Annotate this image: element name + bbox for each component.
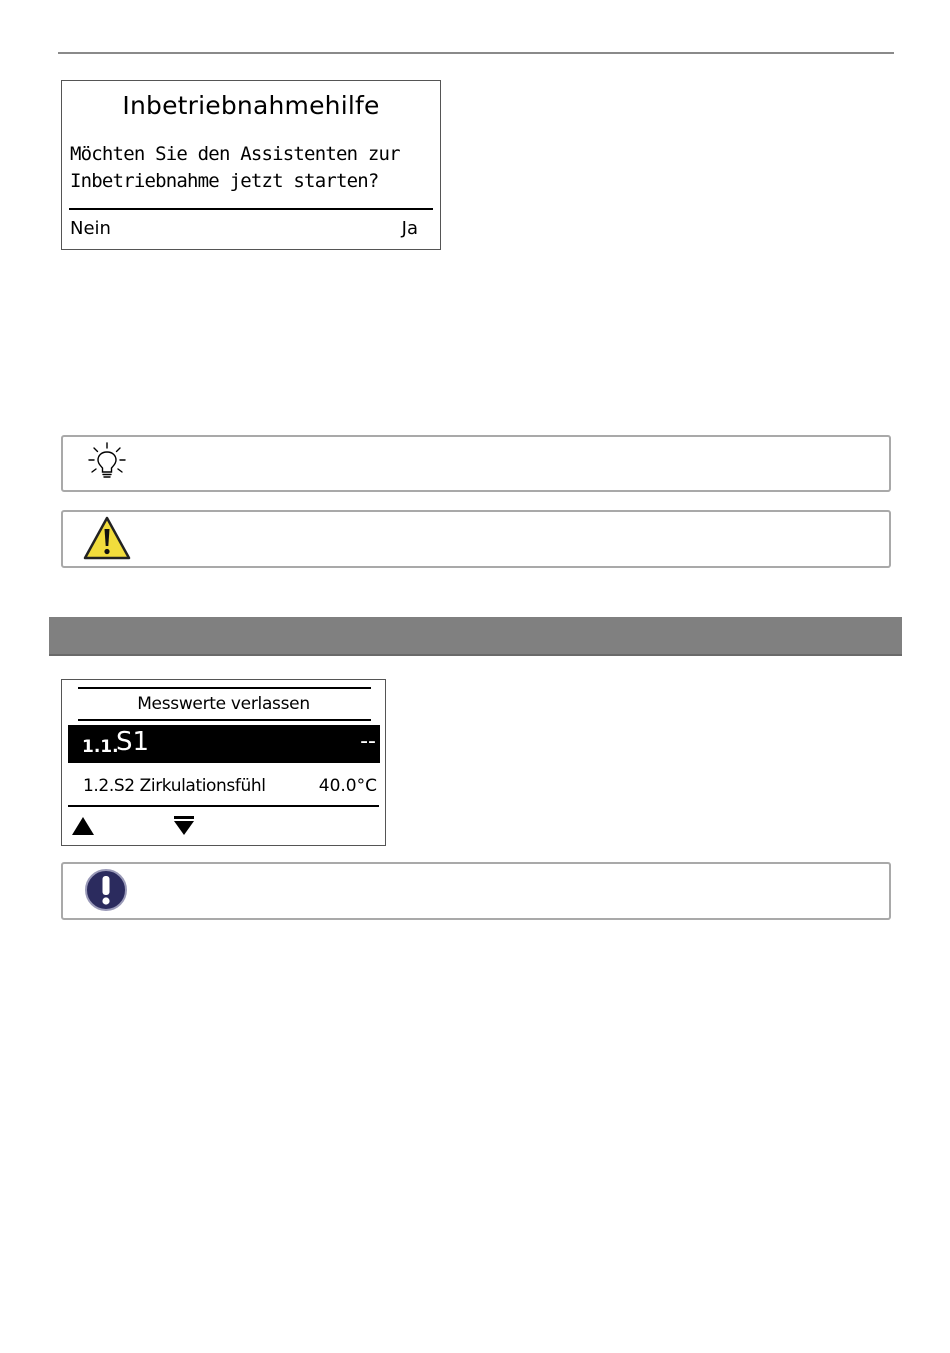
row-number: 1.1. <box>82 737 119 757</box>
exclamation-circle-icon <box>84 868 128 912</box>
lightbulb-icon <box>86 441 128 483</box>
softkey-nein[interactable]: Nein <box>70 218 111 239</box>
row-name: S1 <box>116 727 150 757</box>
question-line-2: Inbetriebnahme jetzt starten? <box>70 170 379 192</box>
nav-divider <box>68 805 379 807</box>
selected-menu-row[interactable] <box>68 725 380 763</box>
softkey-ja[interactable]: Ja <box>401 218 418 239</box>
warning-triangle-icon <box>82 515 132 561</box>
menu-row-value: 40.0°C <box>318 776 377 796</box>
info-note-box <box>61 862 891 920</box>
triangle-up-icon[interactable] <box>71 816 95 836</box>
header-top-rule <box>78 687 371 689</box>
screen-question <box>70 141 400 195</box>
header-bottom-rule <box>78 719 371 721</box>
top-rule <box>58 52 894 54</box>
screen-header: Messwerte verlassen <box>137 694 310 714</box>
warning-note-box <box>61 510 891 568</box>
question-line-1: Möchten Sie den Assistenten zur <box>70 143 400 165</box>
row-value: -- <box>360 729 376 754</box>
commissioning-screen <box>61 80 441 250</box>
tip-note-box <box>61 435 891 492</box>
menu-row-label[interactable]: 1.2.S2 Zirkulationsfühl <box>83 776 266 796</box>
triangle-down-icon[interactable] <box>173 816 195 836</box>
softkey-divider <box>69 208 433 210</box>
measurements-screen <box>61 679 386 846</box>
screen-title: Inbetriebnahmehilfe <box>122 91 380 120</box>
section-header-bar <box>49 617 902 656</box>
